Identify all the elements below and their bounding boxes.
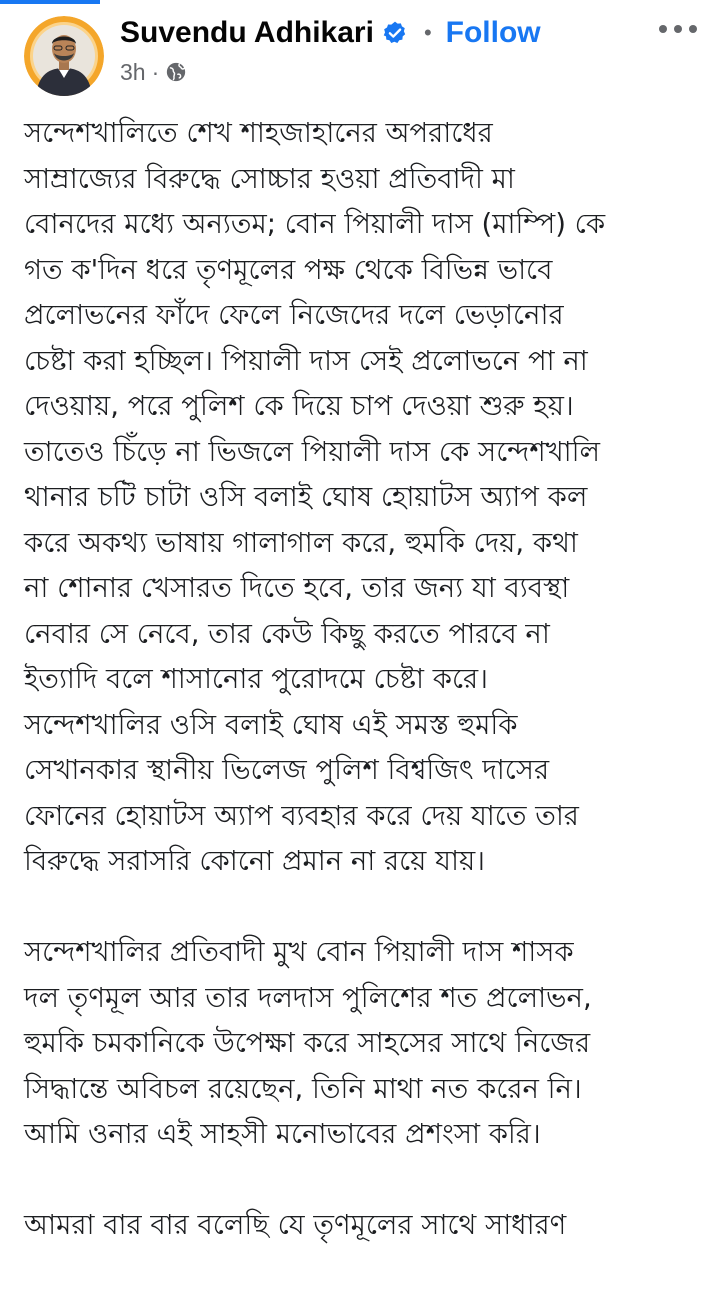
text-line: করে অকথ্য ভাষায় গালাগাল করে, হুমকি দেয়, কথা [24, 526, 578, 559]
post-paragraph-2 [24, 930, 704, 1158]
text-line: চেষ্টা করা হচ্ছিল। পিয়ালী দাস সেই প্রলোভনে পা না [24, 344, 588, 377]
author-line [120, 12, 541, 54]
post-timestamp[interactable]: 3h [120, 58, 146, 85]
text-line: সেখানকার স্থানীয় ভিলেজ পুলিশ বিশ্বজিৎ দাসের [24, 754, 550, 786]
text-line: আমি ওনার এই সাহসী মনোভাবের প্রশংসা করি। [24, 1118, 541, 1150]
post-paragraph-1 [24, 111, 704, 885]
text-line: গত ক'দিন ধরে তৃণমূলের পক্ষ থেকে বিভিন্ন ভাবে [24, 253, 553, 286]
avatar[interactable] [24, 16, 104, 96]
text-line: ফোনের হোয়াটস অ্যাপ ব্যবহার করে দেয় যাতে তার [24, 799, 579, 832]
verified-badge-icon [382, 20, 408, 46]
globe-icon[interactable] [165, 61, 187, 83]
text-line: থানার চটি চাটা ওসি বলাই ঘোষ হোয়াটস অ্যাপ কল [24, 481, 588, 513]
text-line: হুমকি চমকানিকে উপেক্ষা করে সাহসের সাথে নিজের [24, 1027, 591, 1059]
post-header [0, 0, 720, 100]
text-line: আমরা বার বার বলেছি যে তৃণমূলের সাথে সাধারণ [24, 1209, 567, 1241]
post-paragraph-3 [24, 1203, 704, 1249]
text-line: দেওয়ায়, পরে পুলিশ কে দিয়ে চাপ দেওয়া শুরু হয়। [24, 390, 574, 422]
meta-separator: · [151, 58, 160, 85]
post-text [24, 111, 704, 1294]
text-line: সন্দেশখালির ওসি বলাই ঘোষ এই সমস্ত হুমকি [24, 708, 518, 741]
more-options-icon [658, 19, 698, 38]
text-line: তাতেও চিঁড়ে না ভিজলে পিয়ালী দাস কে সন্দেশখালি [24, 435, 601, 468]
text-line: বোনদের মধ্যে অন্যতম; বোন পিয়ালী দাস (মাম্পি) কে [24, 208, 606, 240]
text-line: দল তৃণমূল আর তার দলদাস পুলিশের শত প্রলোভন, [24, 981, 592, 1014]
more-options-button[interactable] [650, 8, 706, 48]
separator-dot: • [423, 20, 432, 45]
text-line: সাম্রাজ্যের বিরুদ্ধে সোচ্চার হওয়া প্রতিবাদী মা [24, 162, 515, 195]
author-name[interactable]: Suvendu Adhikari [120, 16, 374, 49]
text-line: সিদ্ধান্তে অবিচল রয়েছেন, তিনি মাথা নত করেন নি। [24, 1072, 582, 1105]
text-line: নেবার সে নেবে, তার কেউ কিছু করতে পারবে না [24, 617, 550, 650]
text-line: সন্দেশখালির প্রতিবাদী মুখ বোন পিয়ালী দাস শাসক [24, 936, 574, 968]
follow-button[interactable]: Follow [445, 16, 541, 49]
text-line: বিরুদ্ধে সরাসরি কোনো প্রমান না রয়ে যায়। [24, 845, 485, 877]
text-line: না শোনার খেসারত দিতে হবে, তার জন্য যা ব্যবস্থা [24, 572, 570, 604]
text-line: সন্দেশখালিতে শেখ শাহজাহানের অপরাধের [24, 117, 493, 149]
text-line: প্রলোভনের ফাঁদে ফেলে নিজেদের দলে ভেড়ানোর [24, 299, 564, 331]
text-line: ইত্যাদি বলে শাসানোর পুরোদমে চেষ্টা করে। [24, 663, 489, 695]
post-meta [120, 56, 187, 88]
